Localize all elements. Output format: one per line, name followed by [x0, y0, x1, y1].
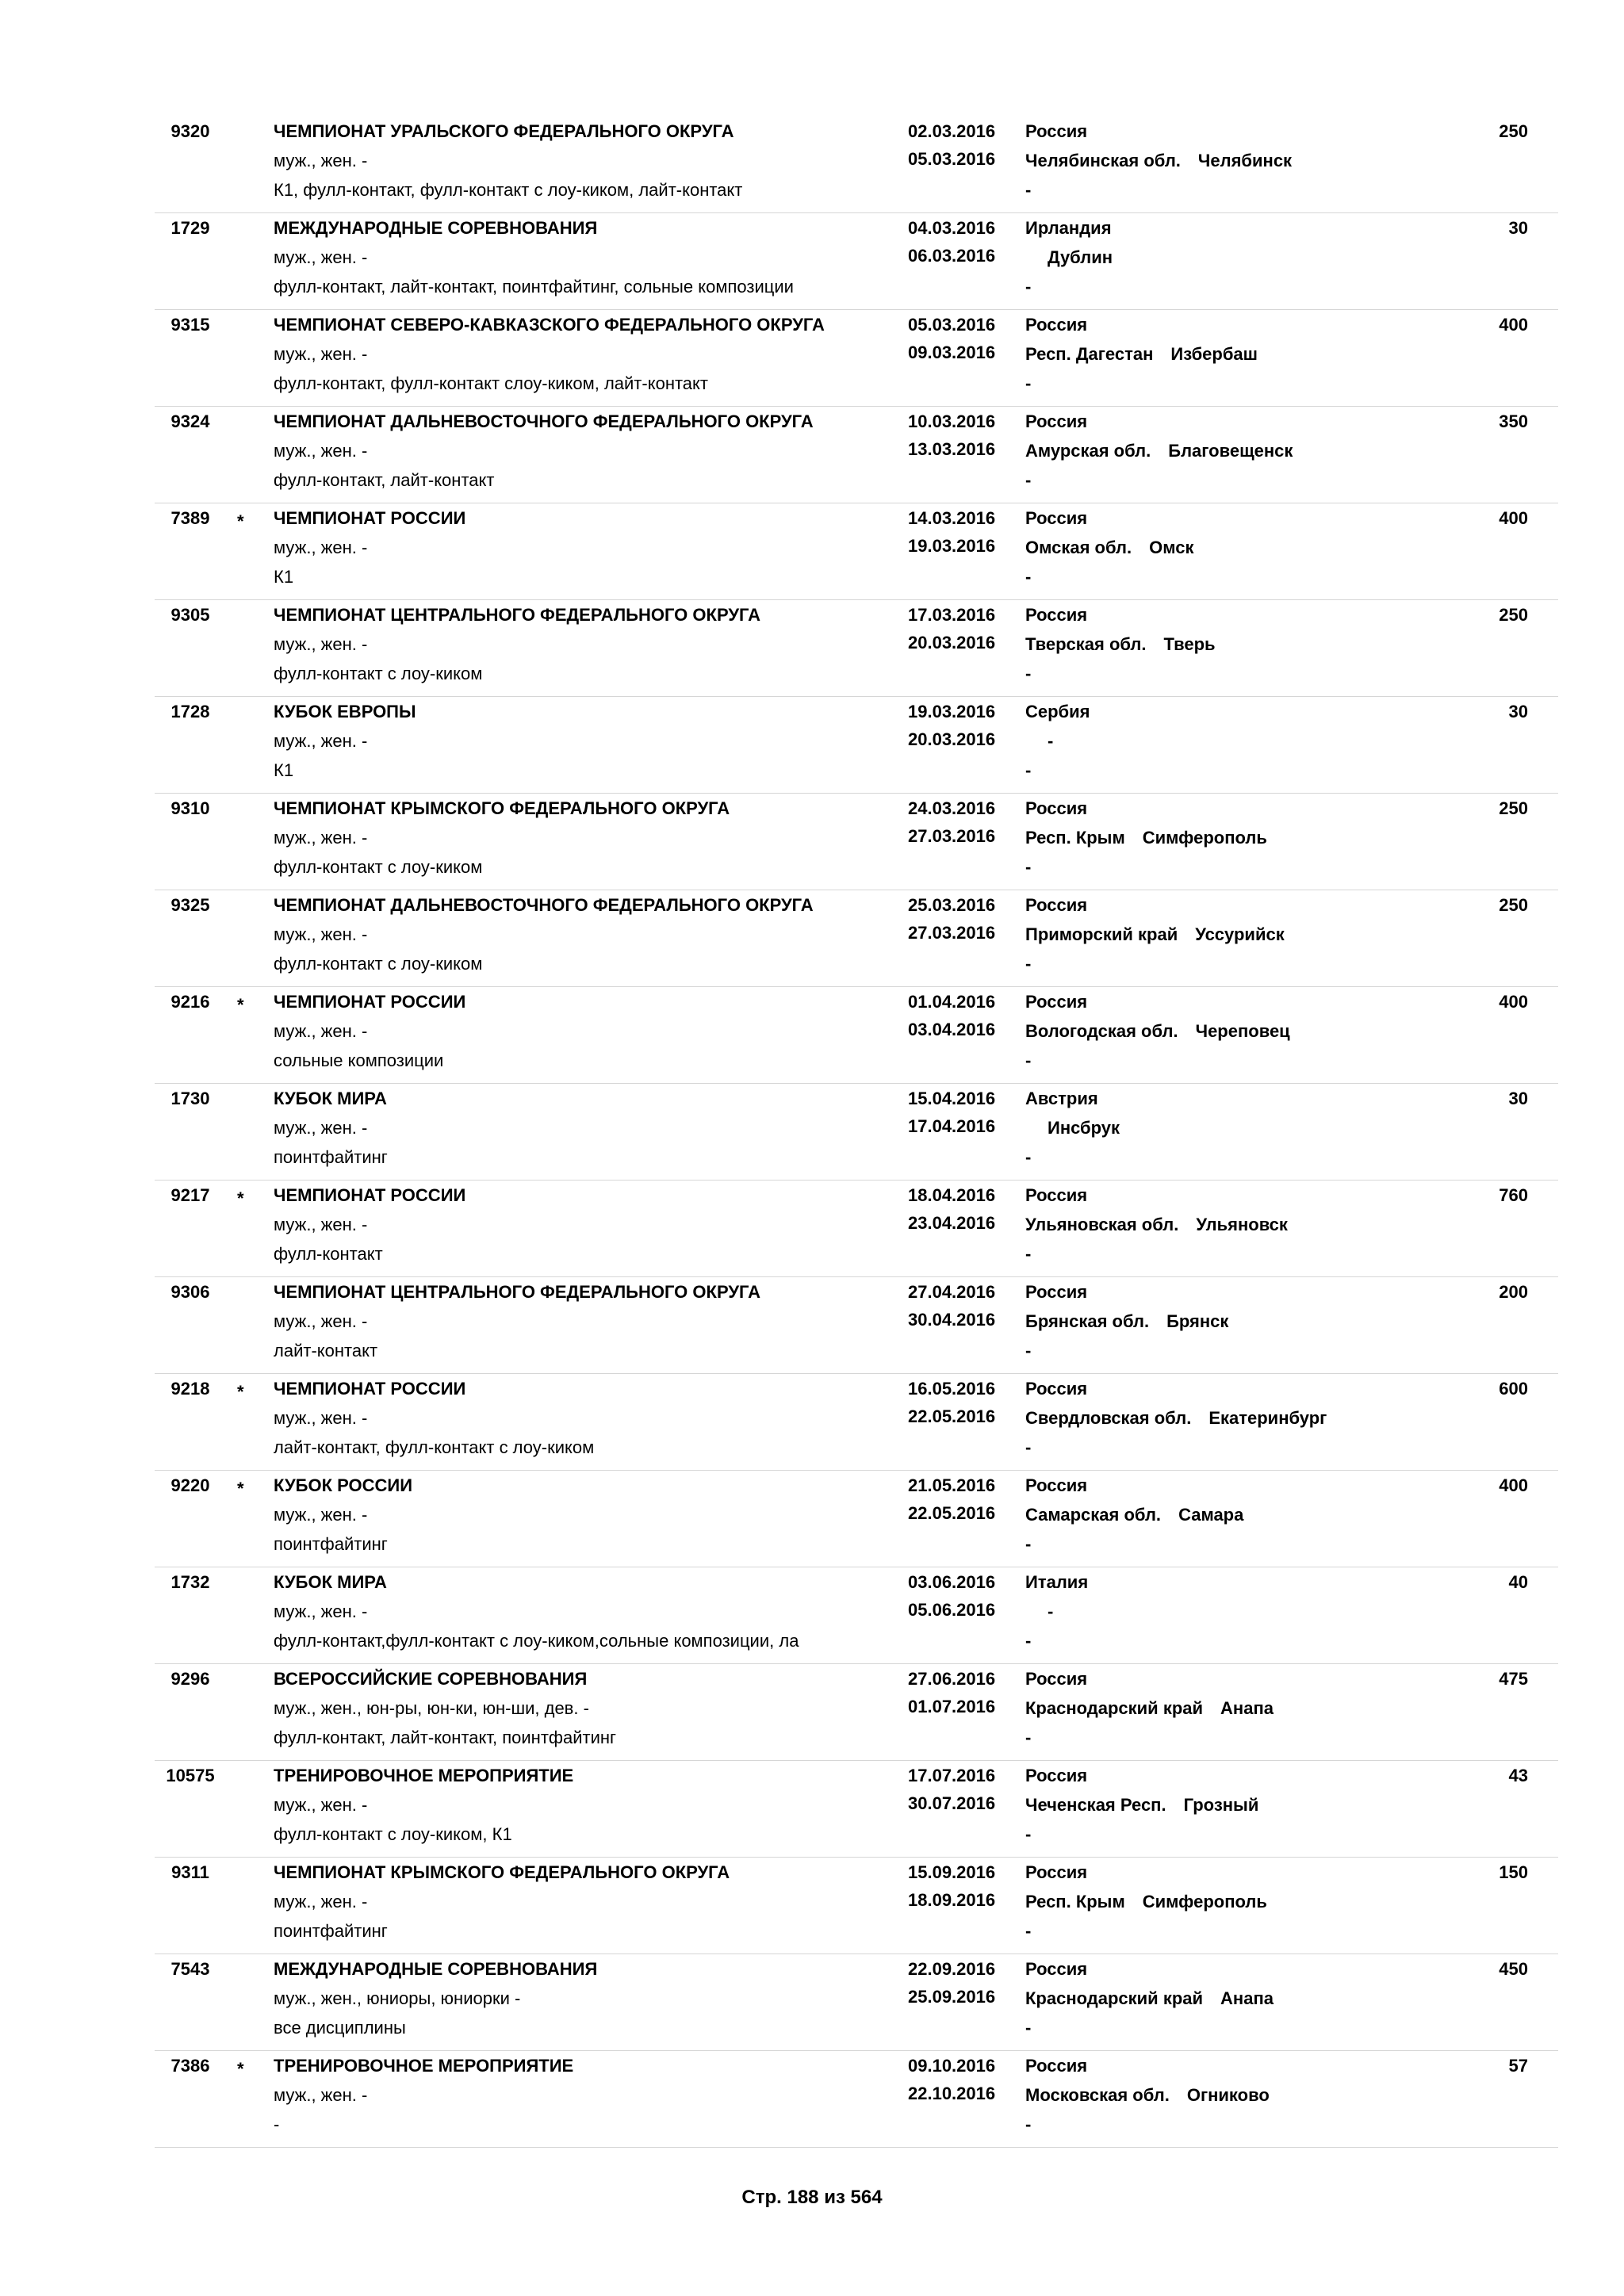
event-location — [1025, 151, 1292, 171]
event-date-from: 25.03.2016 — [908, 895, 996, 915]
event-disciplines: поинтфайтинг — [274, 1921, 388, 1941]
event-dash: - — [1025, 1824, 1032, 1844]
event-date-from: 27.04.2016 — [908, 1282, 996, 1302]
event-number: 9216 — [170, 992, 210, 1012]
event-participants: муж., жен., юниоры, юниорки - — [274, 1988, 521, 2008]
event-dash: - — [1025, 1728, 1032, 1747]
event-participants: муж., жен. - — [274, 1408, 368, 1428]
event-participant-count: 400 — [1499, 315, 1528, 335]
event-participant-count: 30 — [1508, 218, 1528, 238]
event-star-mark: * — [237, 1382, 244, 1402]
event-city: Челябинск — [1197, 151, 1293, 170]
event-country: Россия — [1025, 992, 1088, 1012]
event-title: ЧЕМПИОНАТ ДАЛЬНЕВОСТОЧНОГО ФЕДЕРАЛЬНОГО ОКРУГА — [274, 895, 814, 915]
event-date-to: 23.04.2016 — [908, 1213, 996, 1233]
event-country: Россия — [1025, 121, 1088, 141]
event-date-to: 27.03.2016 — [908, 826, 996, 846]
event-number: 7389 — [170, 508, 210, 528]
event-number: 1729 — [170, 218, 210, 238]
event-participants: муж., жен. - — [274, 731, 368, 751]
event-city: Избербаш — [1170, 344, 1258, 364]
event-disciplines: К1 — [274, 567, 294, 587]
event-date-to: 22.10.2016 — [908, 2084, 996, 2103]
event-region: Вологодская обл. — [1025, 1021, 1178, 1041]
event-star-mark: * — [237, 1479, 244, 1498]
event-disciplines: фулл-контакт с лоу-киком — [274, 954, 483, 974]
event-row — [155, 890, 1558, 987]
event-participants: муж., жен. - — [274, 1311, 368, 1331]
event-dash: - — [1025, 664, 1032, 683]
event-country: Россия — [1025, 1475, 1088, 1495]
event-date-to: 05.06.2016 — [908, 1600, 996, 1620]
event-date-from: 18.04.2016 — [908, 1185, 996, 1205]
event-date-to: 06.03.2016 — [908, 246, 996, 266]
event-title: КУБОК ЕВРОПЫ — [274, 702, 416, 721]
event-date-from: 09.10.2016 — [908, 2056, 996, 2076]
event-number: 7543 — [170, 1959, 210, 1979]
event-country: Австрия — [1025, 1089, 1098, 1108]
event-region: Респ. Крым — [1025, 1892, 1125, 1911]
event-row — [155, 117, 1558, 213]
event-location — [1025, 1795, 1258, 1816]
event-participant-count: 30 — [1508, 1089, 1528, 1108]
event-city: Симферополь — [1142, 1892, 1267, 1911]
event-row — [155, 1181, 1558, 1277]
event-participants: муж., жен. - — [274, 247, 368, 267]
event-disciplines: поинтфайтинг — [274, 1534, 388, 1554]
event-disciplines: лайт-контакт, фулл-контакт с лоу-киком — [274, 1437, 595, 1457]
event-disciplines: К1, фулл-контакт, фулл-контакт с лоу-киком, лайт-контакт — [274, 180, 743, 200]
event-participants: муж., жен. - — [274, 1021, 368, 1041]
event-dash: - — [1025, 1341, 1032, 1360]
event-location — [1025, 1988, 1274, 2009]
event-country: Россия — [1025, 1379, 1088, 1399]
event-row — [155, 213, 1558, 310]
event-location — [1025, 731, 1053, 752]
event-country: Россия — [1025, 1669, 1088, 1689]
event-disciplines: фулл-контакт с лоу-киком, К1 — [274, 1824, 512, 1844]
event-number: 7386 — [170, 2056, 210, 2076]
event-participants: муж., жен. - — [274, 828, 368, 848]
event-date-to: 22.05.2016 — [908, 1406, 996, 1426]
event-participant-count: 475 — [1499, 1669, 1528, 1689]
event-participant-count: 40 — [1508, 1572, 1528, 1592]
event-country: Сербия — [1025, 702, 1090, 721]
event-dash: - — [1025, 1921, 1032, 1941]
event-participant-count: 200 — [1499, 1282, 1528, 1302]
event-location — [1025, 1601, 1053, 1622]
event-date-to: 19.03.2016 — [908, 536, 996, 556]
event-disciplines: поинтфайтинг — [274, 1147, 388, 1167]
event-star-mark: * — [237, 2059, 244, 2079]
event-row — [155, 697, 1558, 794]
event-disciplines: сольные композиции — [274, 1050, 444, 1070]
event-dash: - — [1025, 1631, 1032, 1651]
event-row — [155, 407, 1558, 503]
event-city: Екатеринбург — [1208, 1408, 1327, 1428]
event-row — [155, 1084, 1558, 1181]
event-title: ТРЕНИРОВОЧНОЕ МЕРОПРИЯТИЕ — [274, 2056, 574, 2076]
event-location — [1025, 538, 1193, 558]
event-row — [155, 310, 1558, 407]
event-country: Россия — [1025, 1282, 1088, 1302]
event-disciplines: К1 — [274, 760, 294, 780]
event-disciplines: фулл-контакт, фулл-контакт слоу-киком, лайт-контакт — [274, 373, 708, 393]
event-participant-count: 450 — [1499, 1959, 1528, 1979]
event-date-from: 17.07.2016 — [908, 1766, 996, 1785]
event-participant-count: 250 — [1499, 895, 1528, 915]
event-disciplines: фулл-контакт, лайт-контакт — [274, 470, 495, 490]
event-dash: - — [1025, 1147, 1032, 1167]
event-location — [1025, 1698, 1274, 1719]
event-country: Россия — [1025, 508, 1088, 528]
event-dash: - — [1025, 857, 1032, 877]
event-location — [1025, 1118, 1120, 1138]
event-participant-count: 43 — [1508, 1766, 1528, 1785]
event-participant-count: 400 — [1499, 1475, 1528, 1495]
event-row — [155, 1374, 1558, 1471]
event-participants: муж., жен. - — [274, 1215, 368, 1234]
event-title: ВСЕРОССИЙСКИЕ СОРЕВНОВАНИЯ — [274, 1669, 588, 1689]
event-date-to: 25.09.2016 — [908, 1987, 996, 2007]
event-title: ЧЕМПИОНАТ ДАЛЬНЕВОСТОЧНОГО ФЕДЕРАЛЬНОГО ОКРУГА — [274, 411, 814, 431]
event-city: Брянск — [1166, 1311, 1229, 1331]
event-row — [155, 1471, 1558, 1567]
event-participants: муж., жен. - — [274, 2085, 368, 2105]
event-dash: - — [1025, 760, 1032, 780]
event-city: - — [1048, 731, 1054, 751]
event-disciplines: фулл-контакт, лайт-контакт, поинтфайтинг — [274, 1728, 617, 1747]
event-participant-count: 150 — [1499, 1862, 1528, 1882]
event-country: Италия — [1025, 1572, 1089, 1592]
event-date-from: 03.06.2016 — [908, 1572, 996, 1592]
event-disciplines: фулл-контакт — [274, 1244, 383, 1264]
event-region: Респ. Крым — [1025, 828, 1125, 848]
event-star-mark: * — [237, 995, 244, 1015]
event-dash: - — [1025, 1534, 1032, 1554]
event-city: Грозный — [1183, 1795, 1259, 1815]
event-number: 10575 — [166, 1766, 215, 1785]
event-city: Череповец — [1195, 1021, 1290, 1041]
event-location — [1025, 1505, 1243, 1525]
event-participants: муж., жен. - — [274, 1892, 368, 1911]
event-number: 9217 — [170, 1185, 210, 1205]
event-region: Брянская обл. — [1025, 1311, 1150, 1331]
event-location — [1025, 344, 1258, 365]
event-participant-count: 250 — [1499, 798, 1528, 818]
event-country: Россия — [1025, 798, 1088, 818]
event-number: 9310 — [170, 798, 210, 818]
event-number: 9311 — [171, 1862, 209, 1882]
event-date-from: 10.03.2016 — [908, 411, 996, 431]
event-dash: - — [1025, 567, 1032, 587]
event-row — [155, 1277, 1558, 1374]
event-region: Приморский край — [1025, 924, 1178, 944]
event-location — [1025, 1311, 1228, 1332]
event-date-to: 13.03.2016 — [908, 439, 996, 459]
event-number: 9325 — [170, 895, 210, 915]
event-date-from: 02.03.2016 — [908, 121, 996, 141]
event-participants: муж., жен., юн-ры, юн-ки, юн-ши, дев. - — [274, 1698, 589, 1718]
event-region: Челябинская обл. — [1025, 151, 1181, 170]
event-number: 9315 — [170, 315, 210, 335]
event-date-from: 16.05.2016 — [908, 1379, 996, 1399]
event-title: ЧЕМПИОНАТ РОССИИ — [274, 1185, 466, 1205]
event-location — [1025, 1892, 1267, 1912]
event-city: Самара — [1178, 1505, 1244, 1525]
event-dash: - — [1025, 277, 1032, 297]
event-title: ЧЕМПИОНАТ УРАЛЬСКОГО ФЕДЕРАЛЬНОГО ОКРУГА — [274, 121, 734, 141]
events-list — [155, 117, 1558, 2148]
event-city: Тверь — [1163, 634, 1216, 654]
event-participants: муж., жен. - — [274, 1118, 368, 1138]
event-country: Россия — [1025, 605, 1088, 625]
event-row — [155, 1761, 1558, 1858]
event-country: Ирландия — [1025, 218, 1112, 238]
event-row — [155, 2051, 1558, 2148]
event-region: Московская обл. — [1025, 2085, 1170, 2105]
event-region: Ульяновская обл. — [1025, 1215, 1179, 1234]
event-participants: муж., жен. - — [274, 1601, 368, 1621]
event-number: 9296 — [170, 1669, 210, 1689]
event-region: Краснодарский край — [1025, 1698, 1204, 1718]
event-city: Инсбрук — [1048, 1118, 1120, 1138]
event-number: 9306 — [170, 1282, 210, 1302]
event-row — [155, 1858, 1558, 1954]
event-row — [155, 1567, 1558, 1664]
event-participant-count: 250 — [1499, 605, 1528, 625]
event-title: ЧЕМПИОНАТ КРЫМСКОГО ФЕДЕРАЛЬНОГО ОКРУГА — [274, 798, 730, 818]
event-disciplines: - — [274, 2114, 280, 2134]
event-region: Омская обл. — [1025, 538, 1132, 557]
event-participant-count: 350 — [1499, 411, 1528, 431]
event-title: КУБОК МИРА — [274, 1089, 387, 1108]
event-date-to: 01.07.2016 — [908, 1697, 996, 1716]
event-date-to: 30.07.2016 — [908, 1793, 996, 1813]
event-participant-count: 760 — [1499, 1185, 1528, 1205]
event-participant-count: 400 — [1499, 508, 1528, 528]
event-city: Дублин — [1048, 247, 1113, 267]
event-date-to: 18.09.2016 — [908, 1890, 996, 1910]
event-country: Россия — [1025, 315, 1088, 335]
event-dash: - — [1025, 2114, 1032, 2134]
event-title: ТРЕНИРОВОЧНОЕ МЕРОПРИЯТИЕ — [274, 1766, 574, 1785]
event-disciplines: фулл-контакт с лоу-киком — [274, 664, 483, 683]
event-dash: - — [1025, 470, 1032, 490]
event-title: ЧЕМПИОНАТ КРЫМСКОГО ФЕДЕРАЛЬНОГО ОКРУГА — [274, 1862, 730, 1882]
event-location — [1025, 634, 1216, 655]
event-date-to: 30.04.2016 — [908, 1310, 996, 1330]
page-footer: Стр. 188 из 564 — [741, 2187, 883, 2208]
event-city: Благовещенск — [1168, 441, 1293, 461]
event-date-from: 19.03.2016 — [908, 702, 996, 721]
event-number: 1728 — [170, 702, 210, 721]
event-region: Краснодарский край — [1025, 1988, 1204, 2008]
event-participants: муж., жен. - — [274, 634, 368, 654]
event-date-to: 09.03.2016 — [908, 342, 996, 362]
event-city: Симферополь — [1142, 828, 1267, 848]
event-date-from: 05.03.2016 — [908, 315, 996, 335]
event-country: Россия — [1025, 2056, 1088, 2076]
event-city: Анапа — [1220, 1698, 1274, 1718]
event-row — [155, 503, 1558, 600]
event-location — [1025, 924, 1285, 945]
event-date-from: 21.05.2016 — [908, 1475, 996, 1495]
event-date-from: 27.06.2016 — [908, 1669, 996, 1689]
event-region: Чеченская Респ. — [1025, 1795, 1166, 1815]
event-date-to: 20.03.2016 — [908, 729, 996, 749]
event-city: - — [1048, 1601, 1054, 1621]
event-date-to: 20.03.2016 — [908, 633, 996, 652]
event-region: Амурская обл. — [1025, 441, 1151, 461]
event-row — [155, 600, 1558, 697]
event-star-mark: * — [237, 511, 244, 531]
event-city: Анапа — [1220, 1988, 1274, 2008]
event-dash: - — [1025, 954, 1032, 974]
event-country: Россия — [1025, 1959, 1088, 1979]
event-date-from: 01.04.2016 — [908, 992, 996, 1012]
event-city: Ульяновск — [1196, 1215, 1288, 1234]
event-region: Тверская обл. — [1025, 634, 1147, 654]
event-date-to: 17.04.2016 — [908, 1116, 996, 1136]
event-participants: муж., жен. - — [274, 441, 368, 461]
event-disciplines: лайт-контакт — [274, 1341, 378, 1360]
event-dash: - — [1025, 1437, 1032, 1457]
event-dash: - — [1025, 1244, 1032, 1264]
event-participants: муж., жен. - — [274, 1795, 368, 1815]
event-participants: муж., жен. - — [274, 538, 368, 557]
event-location — [1025, 441, 1293, 461]
event-date-from: 24.03.2016 — [908, 798, 996, 818]
event-number: 9218 — [170, 1379, 210, 1399]
event-date-from: 04.03.2016 — [908, 218, 996, 238]
event-date-to: 03.04.2016 — [908, 1020, 996, 1039]
event-participant-count: 57 — [1508, 2056, 1528, 2076]
event-dash: - — [1025, 180, 1032, 200]
event-location — [1025, 1408, 1327, 1429]
event-title: ЧЕМПИОНАТ РОССИИ — [274, 508, 466, 528]
event-title: КУБОК МИРА — [274, 1572, 387, 1592]
event-country: Россия — [1025, 895, 1088, 915]
event-title: ЧЕМПИОНАТ РОССИИ — [274, 1379, 466, 1399]
event-location — [1025, 247, 1113, 268]
event-row — [155, 794, 1558, 890]
event-participants: муж., жен. - — [274, 344, 368, 364]
event-number: 9320 — [170, 121, 210, 141]
event-participants: муж., жен. - — [274, 151, 368, 170]
event-date-from: 22.09.2016 — [908, 1959, 996, 1979]
event-participant-count: 30 — [1508, 702, 1528, 721]
event-region: Свердловская обл. — [1025, 1408, 1192, 1428]
event-disciplines: все дисциплины — [274, 2018, 406, 2038]
event-date-to: 27.03.2016 — [908, 923, 996, 943]
event-date-to: 22.05.2016 — [908, 1503, 996, 1523]
event-region: Респ. Дагестан — [1025, 344, 1154, 364]
event-title: ЧЕМПИОНАТ ЦЕНТРАЛЬНОГО ФЕДЕРАЛЬНОГО ОКРУГА — [274, 1282, 760, 1302]
event-row — [155, 987, 1558, 1084]
event-disciplines: фулл-контакт с лоу-киком — [274, 857, 483, 877]
event-location — [1025, 1021, 1290, 1042]
event-country: Россия — [1025, 1766, 1088, 1785]
event-row — [155, 1664, 1558, 1761]
event-date-from: 15.09.2016 — [908, 1862, 996, 1882]
event-star-mark: * — [237, 1188, 244, 1208]
event-title: ЧЕМПИОНАТ ЦЕНТРАЛЬНОГО ФЕДЕРАЛЬНОГО ОКРУГА — [274, 605, 760, 625]
event-date-to: 05.03.2016 — [908, 149, 996, 169]
event-title: КУБОК РОССИИ — [274, 1475, 413, 1495]
event-date-from: 15.04.2016 — [908, 1089, 996, 1108]
event-participant-count: 400 — [1499, 992, 1528, 1012]
event-title: МЕЖДУНАРОДНЫЕ СОРЕВНОВАНИЯ — [274, 1959, 598, 1979]
event-participant-count: 250 — [1499, 121, 1528, 141]
event-number: 9305 — [170, 605, 210, 625]
event-row — [155, 1954, 1558, 2051]
event-number: 9324 — [170, 411, 210, 431]
event-country: Россия — [1025, 1185, 1088, 1205]
event-location — [1025, 828, 1267, 848]
event-city: Уссурийск — [1195, 924, 1285, 944]
event-participants: муж., жен. - — [274, 1505, 368, 1525]
event-title: ЧЕМПИОНАТ РОССИИ — [274, 992, 466, 1012]
event-disciplines: фулл-контакт, лайт-контакт, поинтфайтинг, сольные композиции — [274, 277, 794, 297]
event-participants: муж., жен. - — [274, 924, 368, 944]
event-dash: - — [1025, 2018, 1032, 2038]
event-number: 9220 — [170, 1475, 210, 1495]
event-dash: - — [1025, 373, 1032, 393]
event-title: МЕЖДУНАРОДНЫЕ СОРЕВНОВАНИЯ — [274, 218, 598, 238]
event-date-from: 17.03.2016 — [908, 605, 996, 625]
event-number: 1732 — [170, 1572, 210, 1592]
event-participant-count: 600 — [1499, 1379, 1528, 1399]
event-country: Россия — [1025, 411, 1088, 431]
event-city: Огниково — [1186, 2085, 1270, 2105]
event-dash: - — [1025, 1050, 1032, 1070]
event-title: ЧЕМПИОНАТ СЕВЕРО-КАВКАЗСКОГО ФЕДЕРАЛЬНОГО ОКРУГА — [274, 315, 825, 335]
event-city: Омск — [1149, 538, 1194, 557]
event-location — [1025, 1215, 1288, 1235]
event-country: Россия — [1025, 1862, 1088, 1882]
event-region: Самарская обл. — [1025, 1505, 1162, 1525]
event-location — [1025, 2085, 1270, 2106]
event-date-from: 14.03.2016 — [908, 508, 996, 528]
event-disciplines: фулл-контакт,фулл-контакт с лоу-киком,сольные композиции, ла — [274, 1631, 799, 1651]
event-number: 1730 — [170, 1089, 210, 1108]
